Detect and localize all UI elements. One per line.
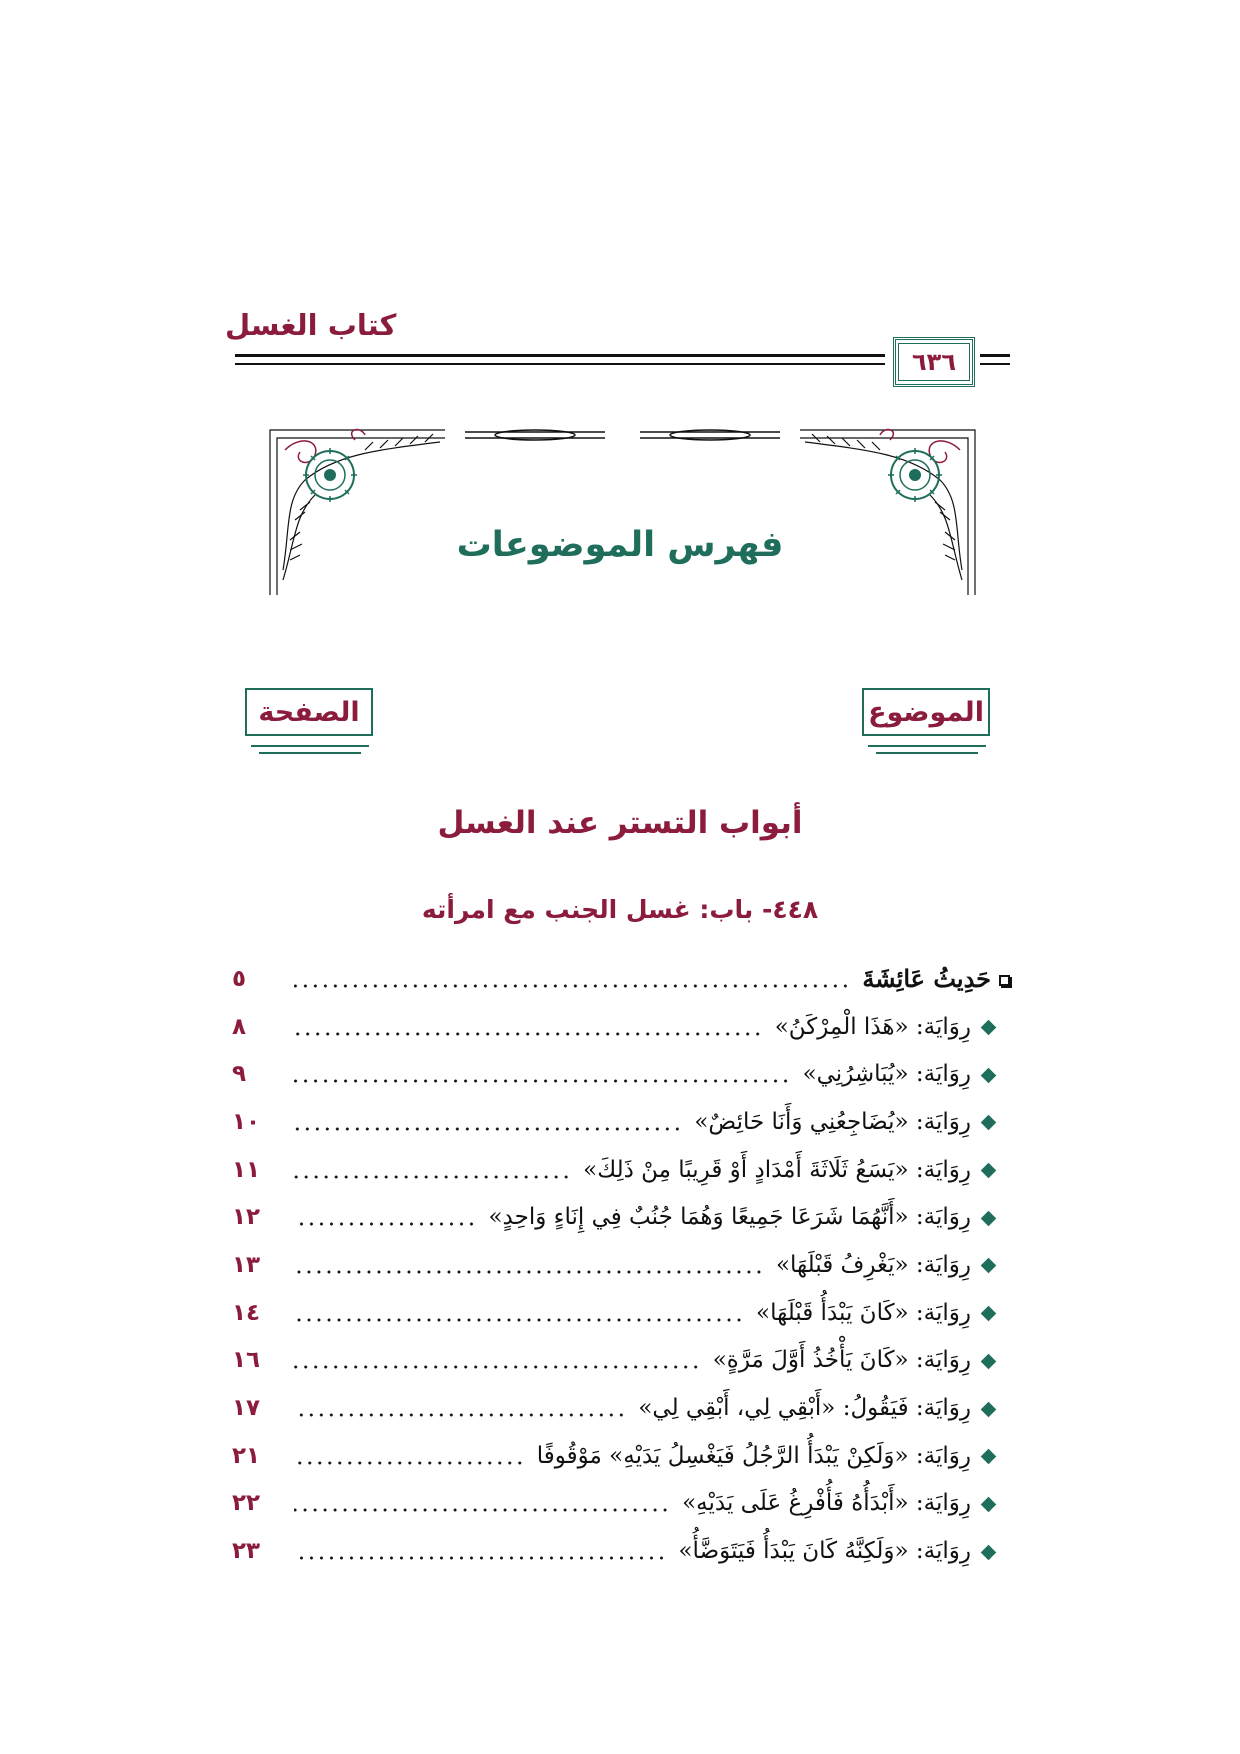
dot-leader [294, 1207, 476, 1227]
toc-entry: رِوَايَة: «وَلَكِنَّهُ كَانَ يَبْدَأُ فَيَتَوَضَّأُ» [670, 1538, 1010, 1564]
square-bullet-icon [999, 975, 1010, 986]
page-column-label: الصفحة [245, 688, 373, 736]
toc-page-number: ١٣ [232, 1251, 261, 1278]
page-number: ٦٣٦ [898, 343, 970, 381]
dot-leader [294, 1398, 626, 1418]
toc-page-number: ١٢ [232, 1204, 261, 1231]
toc-entry: رِوَايَة: «أَبْدَأُهُ فَأُفْرِغُ عَلَى يَدَيْهِ» [674, 1490, 1010, 1516]
toc-entry: حَدِيثُ عَائِشَةَ [854, 964, 1010, 993]
page-column-underline [251, 745, 369, 747]
toc-entry: رِوَايَة: «كَانَ يَأْخُذُ أَوَّلَ مَرَّةٍ» [705, 1347, 1010, 1373]
dot-leader [294, 1541, 666, 1561]
diamond-bullet-icon [981, 1163, 997, 1179]
dot-leader [294, 1112, 682, 1132]
diamond-bullet-icon [981, 1067, 997, 1083]
header-rule-top [235, 354, 885, 357]
diamond-bullet-icon [981, 1258, 997, 1274]
dot-leader [294, 1493, 670, 1513]
toc-page-number: ٨ [232, 1013, 247, 1040]
toc-row [232, 1384, 1010, 1432]
toc-page-number: ٢٢ [232, 1490, 261, 1517]
toc-row [232, 1241, 1010, 1289]
dot-leader [294, 1350, 701, 1370]
toc-page-number: ١٠ [232, 1108, 261, 1135]
toc-row [232, 1432, 1010, 1480]
toc-page-number: ٩ [232, 1061, 247, 1088]
toc-row [232, 1480, 1010, 1528]
toc-entry: رِوَايَة: «هَذَا الْمِرْكَنُ» [767, 1014, 1010, 1040]
topic-column-underline [868, 745, 986, 747]
header-rule-right-bottom [980, 363, 1010, 365]
toc-row [232, 1337, 1010, 1385]
toc-page-number: ١٧ [232, 1395, 261, 1422]
dot-leader [294, 1446, 525, 1466]
diamond-bullet-icon [981, 1306, 997, 1322]
dot-leader [294, 1064, 791, 1084]
section-heading: أبواب التستر عند الغسل [437, 805, 803, 841]
header-rule-right-top [980, 354, 1010, 357]
toc-entry: رِوَايَة: «يَغْرِفُ قَبْلَهَا» [768, 1252, 1010, 1278]
toc-row [232, 1289, 1010, 1337]
toc-page-number: ٢١ [232, 1442, 261, 1469]
toc-page-number: ١١ [232, 1156, 261, 1183]
dot-leader [294, 1017, 763, 1037]
diamond-bullet-icon [981, 1115, 997, 1131]
toc-row [232, 1527, 1010, 1575]
toc-page-number: ١٦ [232, 1347, 261, 1374]
diamond-bullet-icon [981, 1449, 997, 1465]
diamond-bullet-icon [981, 1544, 997, 1560]
toc-row [232, 955, 1010, 1003]
page-number-box [893, 337, 975, 387]
toc-row [232, 1098, 1010, 1146]
dot-leader [294, 1303, 744, 1323]
toc-entry: رِوَايَة: فَيَقُولُ: «أَبْقِي لِي، أَبْقِي لِي» [630, 1395, 1010, 1421]
toc-row [232, 1193, 1010, 1241]
toc-page-number: ٥ [232, 965, 247, 992]
toc-entry: رِوَايَة: «يُضَاجِعُنِي وَأَنَا حَائِضٌ» [686, 1109, 1010, 1135]
diamond-bullet-icon [981, 1401, 997, 1417]
toc-entry: رِوَايَة: «أَنَّهُمَا شَرَعَا جَمِيعًا وَهُمَا جُنُبٌ فِي إِنَاءٍ وَاحِدٍ» [480, 1204, 1010, 1230]
toc-entry: رِوَايَة: «يَسَعُ ثَلَاثَةَ أَمْدَادٍ أَوْ قَرِيبًا مِنْ ذَلِكَ» [575, 1157, 1010, 1183]
toc-page-number: ٢٣ [232, 1538, 261, 1565]
toc-list [232, 955, 1010, 1575]
toc-page-number: ١٤ [232, 1299, 261, 1326]
toc-row [232, 1050, 1010, 1098]
toc-entry: رِوَايَة: «يُبَاشِرُنِي» [795, 1061, 1010, 1087]
book-title: كتاب الغسل [225, 308, 397, 342]
topic-column-label: الموضوع [862, 688, 990, 736]
toc-entry: رِوَايَة: «كَانَ يَبْدَأُ قَبْلَهَا» [748, 1300, 1010, 1326]
diamond-bullet-icon [981, 1020, 997, 1036]
diamond-bullet-icon [981, 1211, 997, 1227]
main-heading: فهرس الموضوعات [456, 525, 784, 565]
header-rule-bottom [235, 363, 885, 365]
toc-row [232, 1003, 1010, 1051]
toc-row [232, 1146, 1010, 1194]
diamond-bullet-icon [981, 1354, 997, 1370]
dot-leader [294, 1160, 571, 1180]
dot-leader [294, 1255, 764, 1275]
diamond-bullet-icon [981, 1497, 997, 1513]
page-column-underline-2 [259, 752, 361, 754]
toc-entry: رِوَايَة: «وَلَكِنْ يَبْدَأُ الرَّجُلُ فَيَغْسِلُ يَدَيْهِ» مَوْقُوفًا [529, 1443, 1010, 1469]
chapter-heading: ٤٤٨- باب: غسل الجنب مع امرأته [421, 895, 819, 924]
dot-leader [294, 969, 850, 989]
topic-column-underline-2 [876, 752, 978, 754]
